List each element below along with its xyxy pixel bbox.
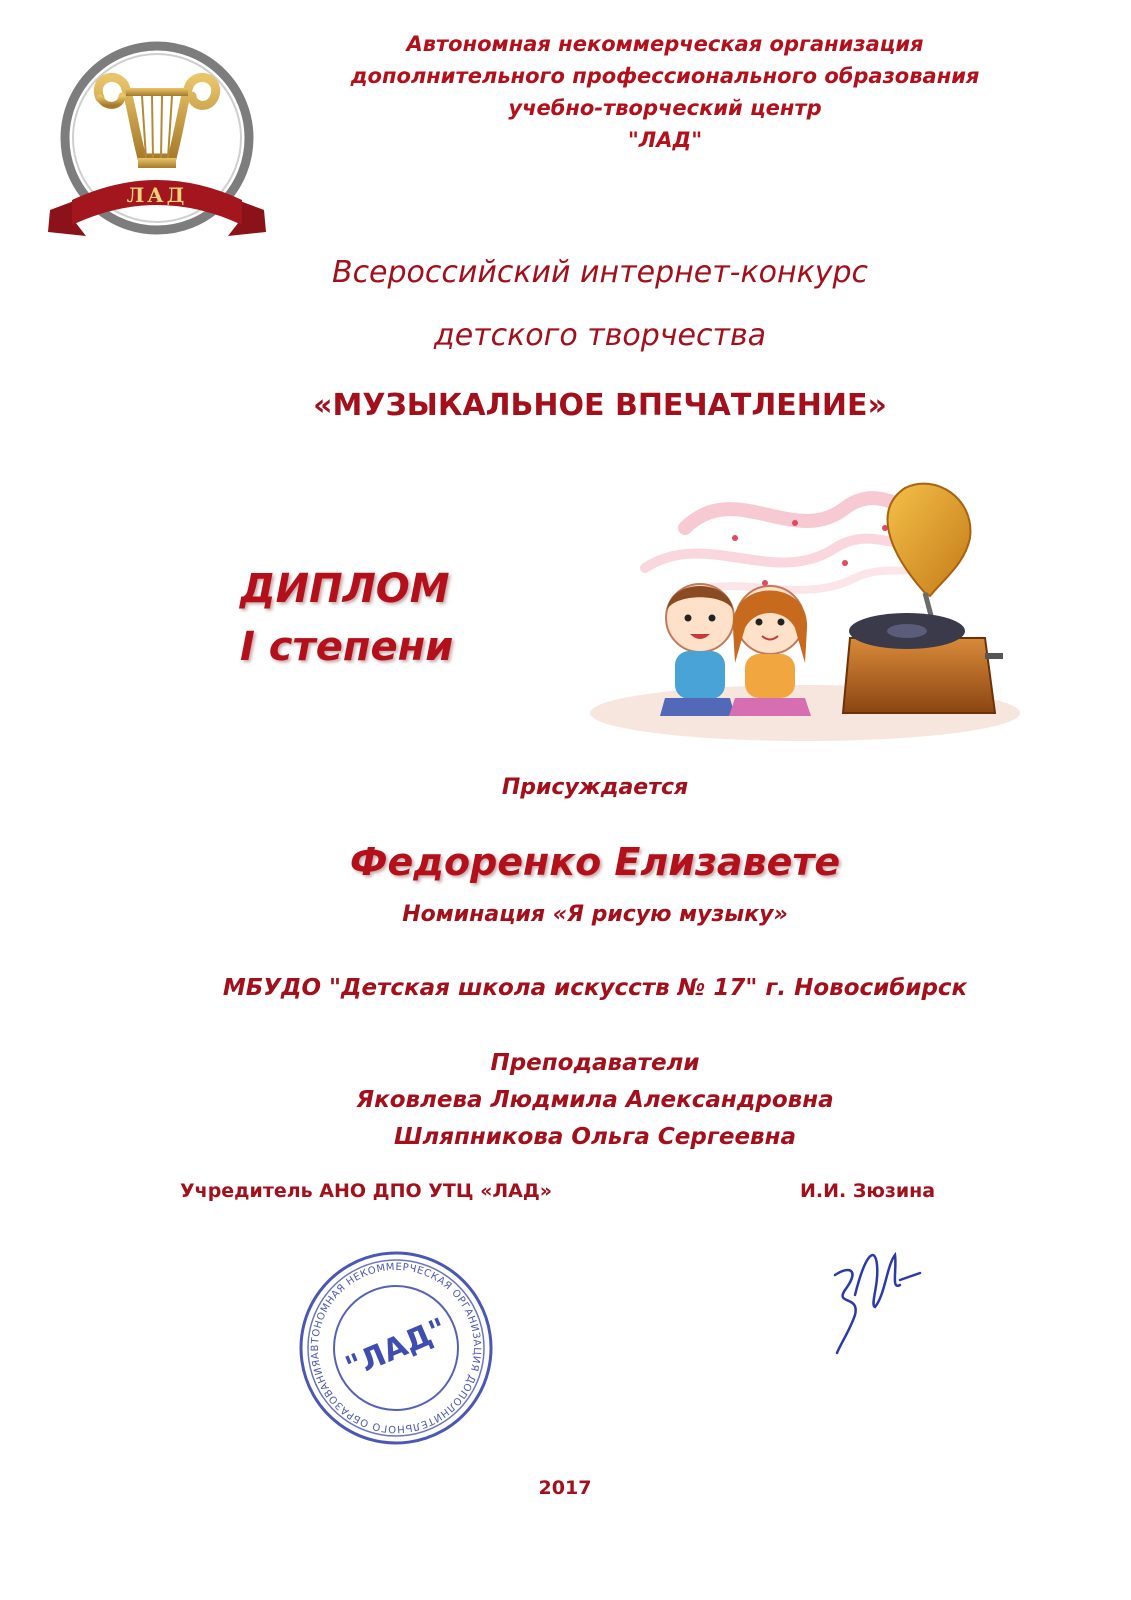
contest-name: «МУЗЫКАЛЬНОЕ ВПЕЧАТЛЕНИЕ» xyxy=(313,388,887,423)
org-line-1: Автономная некоммерческая организация xyxy=(406,32,924,56)
org-line-3: учебно-творческий центр xyxy=(508,96,822,120)
signature-icon xyxy=(815,1235,935,1355)
issue-year: 2017 xyxy=(538,1477,592,1499)
awarded-label: Присуждается xyxy=(501,775,689,800)
recipient-name: Федоренко Елизавете xyxy=(349,840,841,884)
contest-title-line-2: детского творчества xyxy=(433,318,767,353)
organization-logo xyxy=(42,40,272,250)
org-line-2: дополнительного профессионального образования xyxy=(350,64,980,88)
founder-label: Учредитель АНО ДПО УТЦ «ЛАД» xyxy=(180,1180,553,1202)
diploma-title xyxy=(240,560,560,676)
diploma-degree: I степени xyxy=(240,624,454,670)
director-name: И.И. Зюзина xyxy=(800,1180,936,1202)
round-seal-icon xyxy=(283,1248,496,1448)
nomination: Номинация «Я рисую музыку» xyxy=(402,902,788,927)
contest-title-line-1: Всероссийский интернет-конкурс xyxy=(331,255,868,290)
lyre-emblem-icon xyxy=(42,40,272,250)
children-gramophone-illustration xyxy=(585,468,1025,743)
org-line-4: "ЛАД" xyxy=(627,128,703,152)
stamp-ring-text: АВТОНОМНАЯ НЕКОММЕРЧЕСКАЯ ОРГАНИЗАЦИЯ ДОПОЛНИТЕЛЬНОГО ОБРАЗОВАНИЯ УЧЕБНО-ТВОРЧЕСКИЙ ЦЕНТР xyxy=(283,1254,483,1435)
school-name: МБУДО "Детская школа искусств № 17" г. Новосибирск xyxy=(222,975,968,1001)
organization-header xyxy=(330,28,1000,156)
logo-label: ЛАД xyxy=(126,183,188,207)
stamp-center-text: "ЛАД" xyxy=(340,1311,452,1386)
diploma-word: ДИПЛОМ xyxy=(240,566,450,612)
teacher-name: Шляпникова Ольга Сергеевна xyxy=(393,1124,797,1150)
teacher-name: Яковлева Людмила Александровна xyxy=(356,1087,834,1113)
teachers-heading: Преподаватели xyxy=(490,1050,700,1076)
teachers-block xyxy=(200,1045,990,1156)
